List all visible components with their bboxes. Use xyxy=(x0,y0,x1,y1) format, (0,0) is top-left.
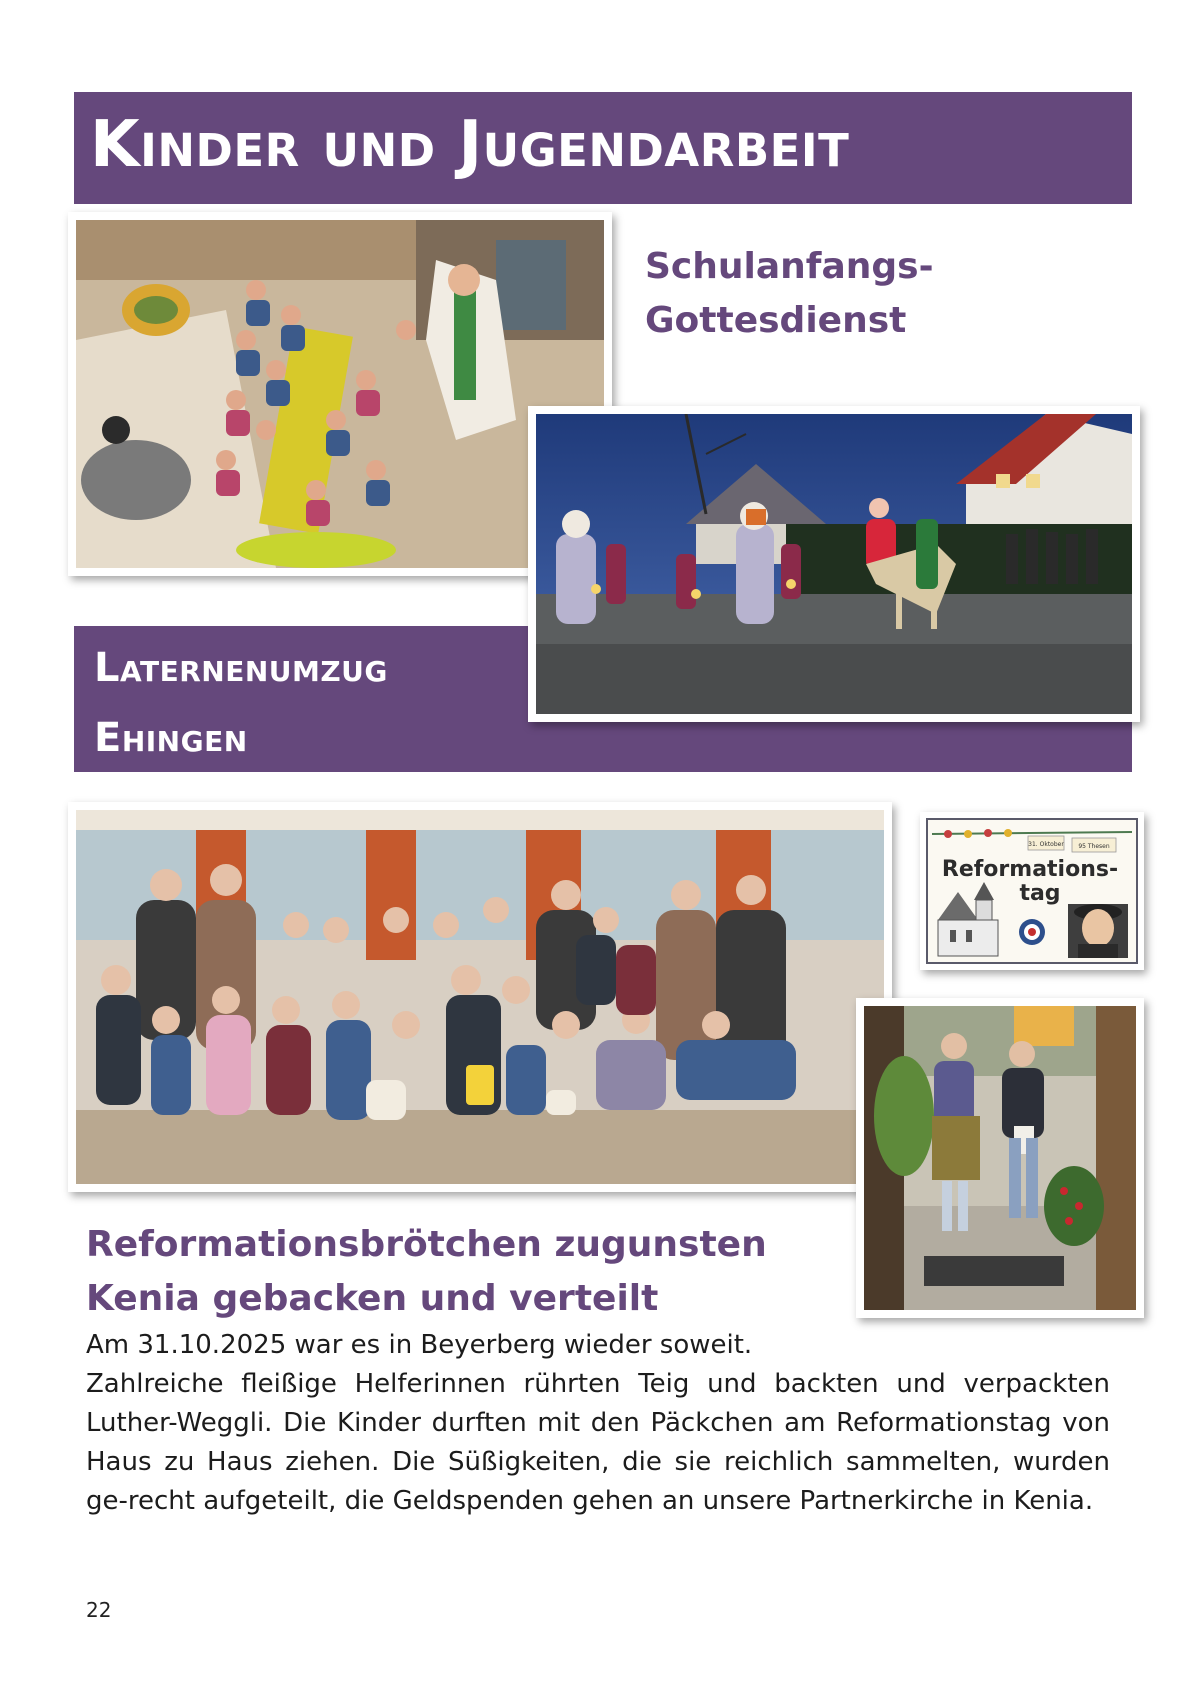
sign-theses-tag: 95 Thesen xyxy=(1078,843,1110,850)
body-paragraph: Zahlreiche fleißige Helferinnen rührten Teig und backten und verpackten Luther-Weggli. Die Kinder durften mit den Päckchen am Reformationstag von Haus zu Haus ziehen. Die Süßigkeiten, die sie reichlich sammelten, wurden ge-recht aufgeteilt, die Geldspenden gehen an unsere Partnerkirche in Kenia. xyxy=(86,1369,1110,1516)
main-title-banner xyxy=(74,92,1132,204)
reformation-heading xyxy=(86,1218,767,1326)
reformation-heading-line1: Reformationsbrötchen zugunsten xyxy=(86,1224,767,1265)
page-title: Kinder und Jugendarbeit xyxy=(90,108,850,182)
schulanfang-heading-line2: Gottesdienst xyxy=(645,300,907,341)
group-photo-image xyxy=(76,810,884,1184)
photo-group-children xyxy=(68,802,892,1192)
sign-date-tag: 31. Oktober xyxy=(1028,841,1064,848)
lantern-heading-line1: Laternenumzug xyxy=(94,645,388,691)
lantern-heading-line2: Ehingen xyxy=(94,715,248,761)
photo-children-doorway xyxy=(856,998,1144,1318)
children-doorway-image xyxy=(864,1006,1136,1310)
luther-rose-icon xyxy=(1019,919,1045,945)
photo-reformation-sign xyxy=(920,812,1144,970)
church-service-image xyxy=(76,220,604,568)
schulanfang-heading-line1: Schulanfangs- xyxy=(645,246,934,287)
photo-lantern-procession xyxy=(528,406,1140,722)
body-line1: Am 31.10.2025 war es in Beyerberg wieder soweit. xyxy=(86,1330,753,1360)
reformation-heading-line2: Kenia gebacken und verteilt xyxy=(86,1278,659,1319)
reformation-sign-image xyxy=(928,820,1136,962)
page-number: 22 xyxy=(86,1598,112,1622)
reformation-body-text xyxy=(86,1326,1110,1521)
sign-title-line2: tag xyxy=(1019,881,1061,906)
schulanfang-heading xyxy=(645,240,934,348)
lantern-procession-image xyxy=(536,414,1132,714)
luther-portrait-icon xyxy=(1068,904,1128,958)
sign-title-line1: Reformations- xyxy=(941,857,1119,882)
